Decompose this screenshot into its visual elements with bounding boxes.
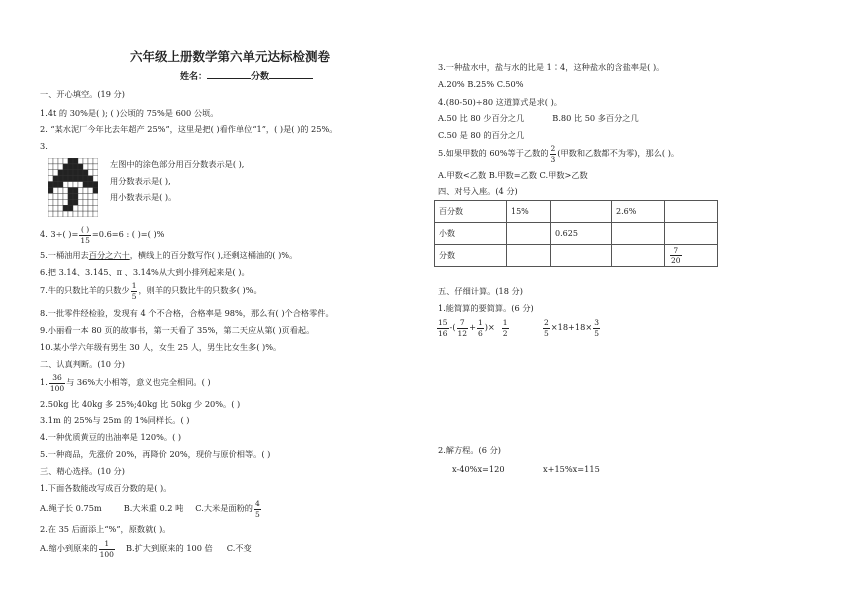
grid-cell <box>53 176 58 182</box>
grid-cell <box>78 170 83 176</box>
choice-4-options: A.50 比 80 少百分之几 B.80 比 50 多百分之几 <box>438 113 639 123</box>
grid-cell <box>68 188 73 194</box>
grid-cell <box>78 211 83 217</box>
section-2-heading: 二、认真判断。(10 分) <box>40 359 125 369</box>
grid-cell <box>68 205 73 211</box>
grid-cell <box>68 182 73 188</box>
grid-cell <box>83 205 88 211</box>
choice-5: 5.如果甲数的 60%等于乙数的 $\frac{2}{3}$ (甲数和乙数都不为零)，那么( )。 <box>438 144 680 164</box>
grid-cell <box>88 158 93 164</box>
grid-cell <box>63 164 68 170</box>
table-cell[interactable] <box>551 201 612 223</box>
grid-cell <box>58 182 63 188</box>
grid-cell <box>48 176 53 182</box>
grid-cell <box>58 170 63 176</box>
grid-cell <box>83 211 88 217</box>
grid-cell <box>58 199 63 205</box>
grid-cell <box>63 158 68 164</box>
grid-cell <box>68 199 73 205</box>
grid-cell <box>83 176 88 182</box>
question-1-3-line-3: 用小数表示是( )。 <box>110 192 177 202</box>
question-1-9: 9.小丽看一本 80 页的故事书，第一天看了 35%，第二天应从第( )页看起。 <box>40 325 315 335</box>
fraction: $\frac{7}{20}$ <box>671 245 681 265</box>
table-cell: 小数 <box>435 223 507 245</box>
grid-cell <box>93 176 98 182</box>
grid-cell <box>48 205 53 211</box>
table-cell[interactable] <box>612 223 665 245</box>
table-row <box>435 223 718 245</box>
grid-cell <box>63 211 68 217</box>
fraction: $\frac{1}{100}$ <box>99 539 114 559</box>
grid-cell <box>48 188 53 194</box>
table-cell: 百分数 <box>435 201 507 223</box>
grid-cell <box>88 170 93 176</box>
grid-cell <box>63 193 68 199</box>
grid-cell <box>93 199 98 205</box>
grid-cell <box>58 211 63 217</box>
grid-cell <box>58 205 63 211</box>
grid-cell <box>88 182 93 188</box>
grid-cell <box>48 182 53 188</box>
table-cell[interactable] <box>612 245 665 267</box>
grid-cell <box>48 199 53 205</box>
grid-cell <box>48 158 53 164</box>
grid-cell <box>73 164 78 170</box>
calc-1-expression-b: $\frac{2}{5}$ ×18+18× $\frac{3}{5}$ <box>544 318 599 338</box>
question-1-2: 2. “某水泥厂今年比去年超产 25%”，这里是把( )看作单位“1”，( )是( )的 25%。 <box>40 124 338 134</box>
grid-cell <box>53 158 58 164</box>
grid-cell <box>83 193 88 199</box>
name-blank[interactable] <box>207 70 251 79</box>
fraction: $\frac{36}{100}$ <box>49 373 65 393</box>
grid-cell <box>58 188 63 194</box>
table-cell: 0.625 <box>551 223 612 245</box>
grid-cell <box>53 170 58 176</box>
table-row <box>435 245 718 267</box>
grid-cell <box>53 205 58 211</box>
table-cell: 分数 <box>435 245 507 267</box>
calc-1-expression-a: $\frac{15}{16}$ -( $\frac{7}{12}$ + $\frac{1}{6}$ )× $\frac{1}{2}$ <box>438 318 508 338</box>
grid-cell <box>78 193 83 199</box>
grid-cell <box>63 199 68 205</box>
grid-cell <box>88 176 93 182</box>
grid-cell <box>53 188 58 194</box>
grid-cell <box>83 199 88 205</box>
fraction: $\frac{2}{3}$ <box>550 144 556 164</box>
grid-cell <box>73 193 78 199</box>
judge-4: 4.一种优质黄豆的出油率是 120%。( ) <box>40 432 182 442</box>
question-1-3-line-2: 用分数表示是( ), <box>110 176 171 186</box>
grid-cell <box>73 170 78 176</box>
grid-cell <box>88 188 93 194</box>
grid-cell <box>78 199 83 205</box>
grid-cell <box>93 158 98 164</box>
grid-cell <box>68 158 73 164</box>
grid-cell <box>93 188 98 194</box>
grid-cell <box>88 164 93 170</box>
question-1-1: 1.4t 的 30%是( ); ( )公顷的 75%是 600 公顷。 <box>40 108 219 118</box>
choice-3-options: A.20% B.25% C.50% <box>438 79 524 89</box>
calc-1-heading: 1.能简算的要简算。(6 分) <box>438 303 534 313</box>
grid-cell <box>68 211 73 217</box>
choice-4-option-c: C.50 是 80 的百分之几 <box>438 130 525 140</box>
section-4-heading: 四、对号入座。(4 分) <box>438 186 518 196</box>
grid-cell <box>93 182 98 188</box>
table-cell[interactable] <box>665 201 718 223</box>
grid-cell <box>93 211 98 217</box>
choice-4: 4.(80-50)÷80 这道算式是求( )。 <box>438 97 562 107</box>
choice-1: 1.下面各数能改写成百分数的是( )。 <box>40 483 172 493</box>
table-cell[interactable] <box>507 245 551 267</box>
score-blank[interactable] <box>269 70 313 79</box>
grid-cell <box>83 164 88 170</box>
question-1-3-number: 3. <box>40 141 48 151</box>
question-1-5: 5.一桶油用去百分之六十，横线上的百分数写作( ),还剩这桶油的( )%。 <box>40 250 298 260</box>
grid-cell <box>73 211 78 217</box>
choice-2: 2.在 35 后面添上“%”，原数就( )。 <box>40 524 171 534</box>
table-cell: 15% <box>507 201 551 223</box>
grid-cell <box>78 164 83 170</box>
grid-cell <box>93 170 98 176</box>
question-1-8: 8.一批零件经检验，发现有 4 个不合格，合格率是 98%，那么有( )个合格零件。 <box>40 308 334 318</box>
grid-cell <box>83 170 88 176</box>
grid-cell <box>68 193 73 199</box>
grid-cell <box>48 170 53 176</box>
name-score-row <box>180 69 313 82</box>
grid-cell <box>48 193 53 199</box>
question-1-10: 10.某小学六年级有男生 30 人，女生 25 人，男生比女生多( )%。 <box>40 342 282 352</box>
grid-cell <box>53 211 58 217</box>
judge-3: 3.1m 的 25%与 25m 的 1%同样长。( ) <box>40 415 190 425</box>
table-cell[interactable] <box>665 223 718 245</box>
table-cell: 2.6% <box>612 201 665 223</box>
grid-cell <box>78 205 83 211</box>
grid-cell <box>78 176 83 182</box>
grid-cell <box>88 199 93 205</box>
grid-cell <box>48 164 53 170</box>
grid-cell <box>83 158 88 164</box>
grid-cell <box>73 158 78 164</box>
section-1-heading: 一、开心填空。(19 分) <box>40 89 125 99</box>
grid-cell <box>88 205 93 211</box>
grid-cell <box>93 193 98 199</box>
grid-cell <box>53 164 58 170</box>
grid-cell <box>83 188 88 194</box>
choice-2-options: A.缩小到原来的 $\frac{1}{100}$ B.扩大到原来的 100 倍 C.不变 <box>40 539 252 559</box>
grid-cell <box>58 158 63 164</box>
section-5-heading: 五、仔细计算。(18 分) <box>438 286 523 296</box>
grid-cell <box>68 170 73 176</box>
question-1-4: 4. 3÷( )= $\frac{( )}{15}$ =0.6=6 : ( )=( )% <box>40 225 165 245</box>
grid-cell <box>53 199 58 205</box>
section-3-heading: 三、精心选择。(10 分) <box>40 466 125 476</box>
grid-cell <box>48 211 53 217</box>
question-1-3-line-1: 左图中的涂色部分用百分数表示是( ), <box>110 159 245 169</box>
choice-3: 3.一种盐水中，盐与水的比是 1∶4，这种盐水的含盐率是( )。 <box>438 62 665 72</box>
conversion-table <box>434 200 718 267</box>
grid-cell <box>88 193 93 199</box>
name-label: 姓名： <box>180 72 208 82</box>
fraction: $\frac{1}{5}$ <box>131 281 137 301</box>
grid-cell <box>58 193 63 199</box>
choice-1-options: A.绳子长 0.75m B.大米重 0.2 吨 C.大米是面粉的 $\frac{4}{5}$ <box>40 499 260 519</box>
grid-cell <box>93 205 98 211</box>
grid-cell <box>63 170 68 176</box>
page-title: 六年级上册数学第六单元达标检测卷 <box>130 49 331 64</box>
grid-cell <box>73 205 78 211</box>
grid-cell <box>68 164 73 170</box>
equation-2: x+15%x=115 <box>543 464 600 474</box>
judge-1: 1. $\frac{36}{100}$ 与 36%大小相等，意义也完全相同。( ) <box>40 373 211 393</box>
grid-cell <box>93 164 98 170</box>
table-cell[interactable] <box>551 245 612 267</box>
grid-cell <box>88 211 93 217</box>
grid-cell <box>73 188 78 194</box>
grid-cell <box>73 199 78 205</box>
judge-5: 5.一种商品，先涨价 20%，再降价 20%，现价与原价相等。( ) <box>40 449 271 459</box>
grid-cell <box>83 182 88 188</box>
grid-cell <box>68 176 73 182</box>
grid-cell <box>53 193 58 199</box>
grid-cell <box>53 182 58 188</box>
grid-cell <box>63 176 68 182</box>
judge-2: 2.50kg 比 40kg 多 25%;40kg 比 50kg 少 20%。( ) <box>40 399 241 409</box>
grid-cell <box>63 205 68 211</box>
shaded-grid-figure <box>48 158 98 217</box>
equation-1: x-40%x=120 <box>452 464 505 474</box>
calc-2-heading: 2.解方程。(6 分) <box>438 445 501 455</box>
grid-cell <box>78 188 83 194</box>
grid-cell <box>78 182 83 188</box>
question-1-6: 6.把 3.14、3.145、π 、3.14%从大到小排列起来是( )。 <box>40 267 250 277</box>
grid-cell <box>63 188 68 194</box>
fraction: $\frac{( )}{15}$ <box>80 225 90 245</box>
table-cell[interactable] <box>507 223 551 245</box>
fraction: $\frac{4}{5}$ <box>255 499 260 519</box>
grid-cell <box>73 176 78 182</box>
grid-cell <box>73 182 78 188</box>
table-cell <box>665 245 718 267</box>
grid-cell <box>58 176 63 182</box>
table-row <box>435 201 718 223</box>
grid-cell <box>63 182 68 188</box>
score-label: 分数 <box>251 72 270 82</box>
grid-cell <box>58 164 63 170</box>
question-1-7: 7.牛的只数比羊的只数少 $\frac{1}{5}$ ，则羊的只数比牛的只数多( )%。 <box>40 281 262 301</box>
grid-cell <box>78 158 83 164</box>
choice-5-options: A.甲数<乙数 B.甲数=乙数 C.甲数>乙数 <box>438 170 588 180</box>
